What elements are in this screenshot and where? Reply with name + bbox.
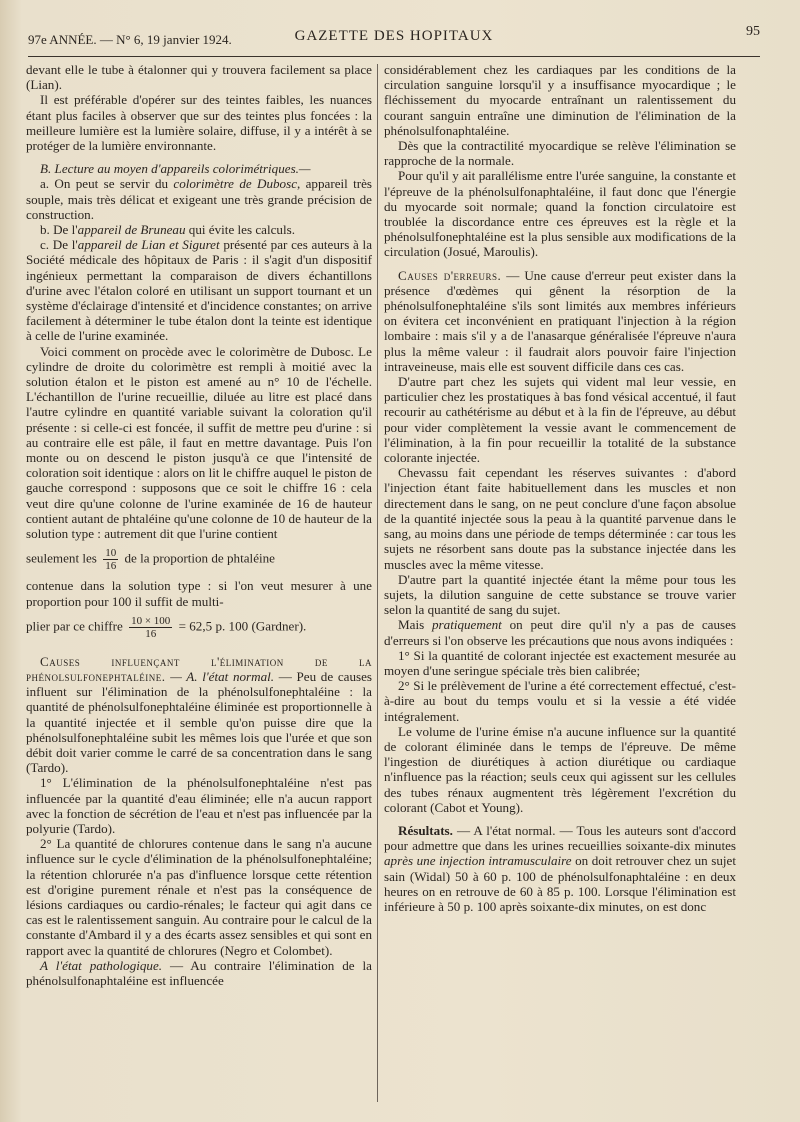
- paragraph: Mais pratiquement on peut dire qu'il n'y a pas de causes d'erreurs si l'on observe les précautions que nous avons indiquées :: [384, 617, 737, 648]
- paragraph: 1° L'élimination de la phénolsulfonephtaléine n'est pas influencée par la quantité d'eau éliminée; elle n'a aucun rapport avec la fonction de sécrétion de l'eau et n'est pas influencée par la polyurie (Tardo).: [26, 775, 372, 836]
- paragraph: contenue dans la solution type : si l'on veut mesurer à une proportion pour 100 il suffit de multi-: [26, 578, 372, 609]
- paragraph: a. On peut se servir du colorimètre de Dubosc, appareil très souple, mais très délicat et exigeant une très grande précision de construction.: [26, 176, 373, 222]
- paragraph: Il est préférable d'opérer sur des teintes faibles, les nuances étant plus faciles à observer que sur des teintes plus foncées : la meilleure lumière est la lumière solaire, diffuse, il y a intérêt à se protéger de la lumière environnante.: [26, 92, 372, 154]
- section-paragraph: Causes influençant l'élimination de la phénolsulfonephtaléine. — A. l'état normal. — Peu de causes influent sur l'élimination de la phénolsulfonephtaléine : la quantité de phénolsulfonephtaléine éliminée est proportionnelle à la quantité injectée et il semble qu'on puisse dire que la phénolsulfonephtaléine subit les mêmes lois que l'urée et que son débit doit varier comme le carré de sa concentration dans le sang (Tardo).: [26, 653, 372, 776]
- paragraph: 2° Si le prélèvement de l'urine a été correctement effectué, c'est-à-dire au bout du temps voulu et si la vessie a été vidée intégralement.: [384, 678, 736, 724]
- page-number: 95: [746, 24, 760, 39]
- paragraph: Voici comment on procède avec le colorimètre de Dubosc. Le cylindre de droite du colorimètre est rempli à moitié avec la solution étalon et le piston est amené au n° 10 de l'échelle. L'échantillon de l'urine recueillie, diluée au litre est placé dans l'autre cylindre en quantité variable suivant la coloration qu'il présente : si celle-ci est foncée, il suffit de mettre peu d'urine : si au contraire elle est pâle, il faut en mettre davantage. Puis l'on monte ou on descend le piston jusqu'à ce que l'intensité de coloration soit identique : alors on lit le chiffre auquel le piston de gauche correspond : supposons que ce soit le chiffre 16 : cela veut dire qu'une colonne de l'urine examinée de 16 de hauteur contient autant de phtaléine qu'une colonne de 10 de hauteur de la solution type : autrement dit que l'urine contient: [26, 343, 372, 542]
- paragraph: Pour qu'il y ait parallélisme entre l'urée sanguine, la constante et l'épreuve de la phénolsulfonaphtaléine, il faut donc que l'énergie du myocarde soit normale; quand la fonction circulatoire est troublée la discordance entre ces épreuves est la règle et la phénolsulfonephtaléine est la plus sensible aux modifications de la circulation (Josué, Maroulis).: [384, 168, 736, 260]
- fraction-line: plier par ce chiffre $\frac{10 \times 100}{16}$ = 62,5 p. 100 (Gardner).: [26, 614, 307, 640]
- fraction: $\frac{10 \times 100}{16}$: [131, 614, 171, 640]
- paragraph: A l'état pathologique. — Au contraire l'élimination de la phénolsulfonaphtaléine est influencée: [26, 957, 372, 988]
- paragraph: D'autre part la quantité injectée étant la même pour tous les sujets, la dilution sanguine de cette substance se trouve varier selon la quantité de sang du sujet.: [384, 571, 736, 618]
- paragraph: Le volume de l'urine émise n'a aucune influence sur la quantité de colorant éliminée dans le temps de l'épreuve. De même l'ingestion de diurétiques à action diurétique ou cardiaque n'influence pas la réaction; seuls ceux qui agissent sur les cellules des tubes rénaux augmentent très légèrement l'excrétion du colorant (Cabot et Young).: [384, 723, 736, 815]
- paragraph: D'autre part chez les sujets qui vident mal leur vessie, en particulier chez les prostatiques à bas fond vésical accentué, il faut recourir au cathétérisme au début et à la fin de l'épreuve, au début pour vider complètement la vessie avant le commencement de l'élimination, à la fin pour recueillir la totalité de la substance colorante injectée.: [384, 374, 736, 466]
- journal-title: GAZETTE DES HOPITAUX: [294, 28, 494, 44]
- paragraph: Chevassu fait cependant les réserves suivantes : d'abord l'injection étant faite habituellement dans les muscles et non directement dans le sang, on ne peut conclure d'une façon absolue de la quantité injectée sous la peau à la quantité parvenue dans le sang, au moins dans une période de temps déterminée : car tous les sujets ne résorbent sans doute pas la substance injectée dans les muscles avec la même vitesse.: [384, 465, 736, 572]
- fraction-line: seulement les $\frac{10}{16}$ de la proportion de phtaléine: [26, 547, 275, 573]
- issue-line: 97e ANNÉE. — N° 6, 19 janvier 1924.: [28, 32, 232, 47]
- right-column: [384, 62, 736, 914]
- paragraph: b. De l'appareil de Bruneau qui évite les calculs.: [40, 222, 295, 238]
- paragraph: 2° La quantité de chlorures contenue dans le sang n'a aucune influence sur le cycle d'élimination de la phénolsulfonephtaléine; la rétention chlorurée n'a pas d'influence lorsque cette rétention est d'origine purement rénale et n'est pas la conséquence de lésions cardiaques ou cardio-rénales; le facteur qui agit dans ce cas est le ralentissement sanguin. Au contraire pour le calcul de la constante d'Ambard il y a des écarts assez sensibles et qui sont en rapport avec la quantité de chlorures (Negro et Colombet).: [26, 836, 372, 958]
- paragraph: c. De l'appareil de Lian et Siguret présenté par ces auteurs à la Société médicale des hôpitaux de Paris : il s'agit d'un dispositif ingénieux permettant la comparaison de divers échantillons d'urine avec l'étalon coloré en utilisant un support tournant et un système d'éclairage d'intensité et d'incidence constantes; on arrive facilement à déterminer le tube étalon dont la teinte est identique à celle de l'urine examinée.: [26, 237, 372, 344]
- paragraph: considérablement chez les cardiaques par les conditions de la circulation sanguine lorsqu'il y a insuffisance myocardique ; le fléchissement du myocarde entraînant un ralentissement du courant sanguin entraîne une diminution de l'élimination de la phénolsulfonaphtaléine.: [384, 62, 736, 138]
- fraction: $\frac{10}{16}$: [105, 547, 117, 573]
- paragraph: devant elle le tube à étalonner qui y trouvera facilement sa place (Lian).: [26, 62, 372, 93]
- subheading: B. Lecture au moyen d'appareils colorimétriques.—: [40, 161, 311, 177]
- section-paragraph: Résultats. — A l'état normal. — Tous les auteurs sont d'accord pour admettre que dans les urines recueillies soixante-dix minutes après une injection intramusculaire on doit retrouver chez un sujet sain (Widal) 50 à 60 p. 100 de phénolsulfonaphtaléine : en deux heures on en retrouve de 60 à 85 p. 100. Lorsque l'élimination est inférieure à 50 p. 100 après soixante-dix minutes, on est donc: [384, 822, 736, 914]
- page-header: [28, 22, 760, 57]
- left-column: [26, 62, 372, 988]
- paragraph: 1° Si la quantité de colorant injectée est exactement mesurée au moyen d'une seringue spéciale très bien calibrée;: [384, 647, 736, 678]
- paragraph: Dès que la contractilité myocardique se relève l'élimination se rapproche de la normale.: [384, 138, 736, 169]
- section-paragraph: Causes d'erreurs. — Une cause d'erreur peut exister dans la présence d'œdèmes qui gênent la résorption de la phénolsulfonephtaléine s'ils sont limités aux membres inférieurs on évitera cet inconvénient en pratiquant l'injection à la région lombaire : mais s'il y a de l'anasarque généralisée l'épreuve n'aura plus la même valeur : il faudrait alors pouvoir faire l'injection intraveineuse, mais elle est souvent difficile dans ces cas.: [384, 267, 736, 374]
- column-divider: [377, 64, 378, 1102]
